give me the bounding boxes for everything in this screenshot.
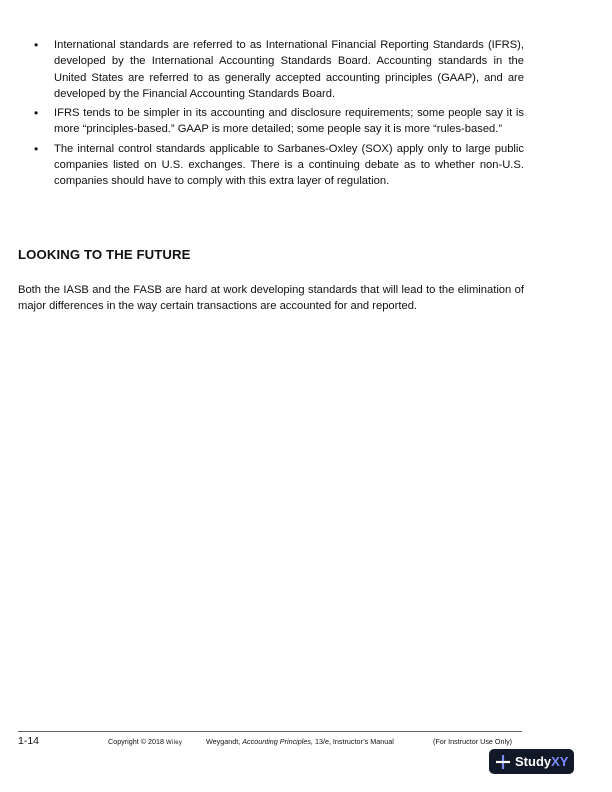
bullet-text: The internal control standards applicable to Sarbanes-Oxley (SOX) apply only to large public companies listed on U.S. exchanges. There is a continuing debate as to whether non-U.S. companies should have to comply with this extra layer of regulation. (54, 142, 524, 188)
brand-text: Study (515, 754, 552, 769)
section-body: Both the IASB and the FASB are hard at work developing standards that will lead to the elimination of major differences in the way certain transactions are accounted for and reported. (18, 284, 524, 313)
bullet-item (34, 105, 524, 138)
copyright-notice (108, 737, 182, 746)
brand-accent-text: XY (551, 754, 569, 769)
bullet-dot: • (34, 106, 39, 121)
copyright-prefix: Copyright © 2018 (108, 737, 167, 746)
bullet-list (34, 37, 524, 193)
manual-reference (206, 737, 394, 746)
author-name: Weygandt, (206, 737, 243, 746)
instructor-use-note: (For Instructor Use Only) (433, 737, 513, 746)
bullet-text: International standards are referred to as International Financial Reporting Standards (IFRS), developed by the International Accounting Standards Board. Accounting standards in the United States are referred to as generally accepted accounting principles (GAAP), and are developed by the Financial Accounting Standards Board. (54, 39, 524, 100)
publisher-name: Wiley (166, 740, 183, 746)
edition-label: 13/e, Instructor’s Manual (312, 737, 394, 746)
bullet-text: IFRS tends to be simpler in its accounting and disclosure requirements; some people say it is more “principles-based.” GAAP is more detailed; some people say it is more “rules-based.” (54, 107, 524, 136)
bullet-dot: • (34, 141, 39, 156)
section-heading: LOOKING TO THE FUTURE (18, 247, 191, 262)
bullet-item (34, 37, 524, 102)
book-title: Accounting Principles, (242, 737, 313, 746)
bullet-item (34, 141, 524, 190)
studyxy-watermark[interactable] (489, 749, 574, 774)
bullet-dot: • (34, 38, 39, 52)
page-number: 1-14 (18, 735, 40, 747)
footer-divider (18, 731, 522, 732)
plus-icon (495, 754, 511, 770)
